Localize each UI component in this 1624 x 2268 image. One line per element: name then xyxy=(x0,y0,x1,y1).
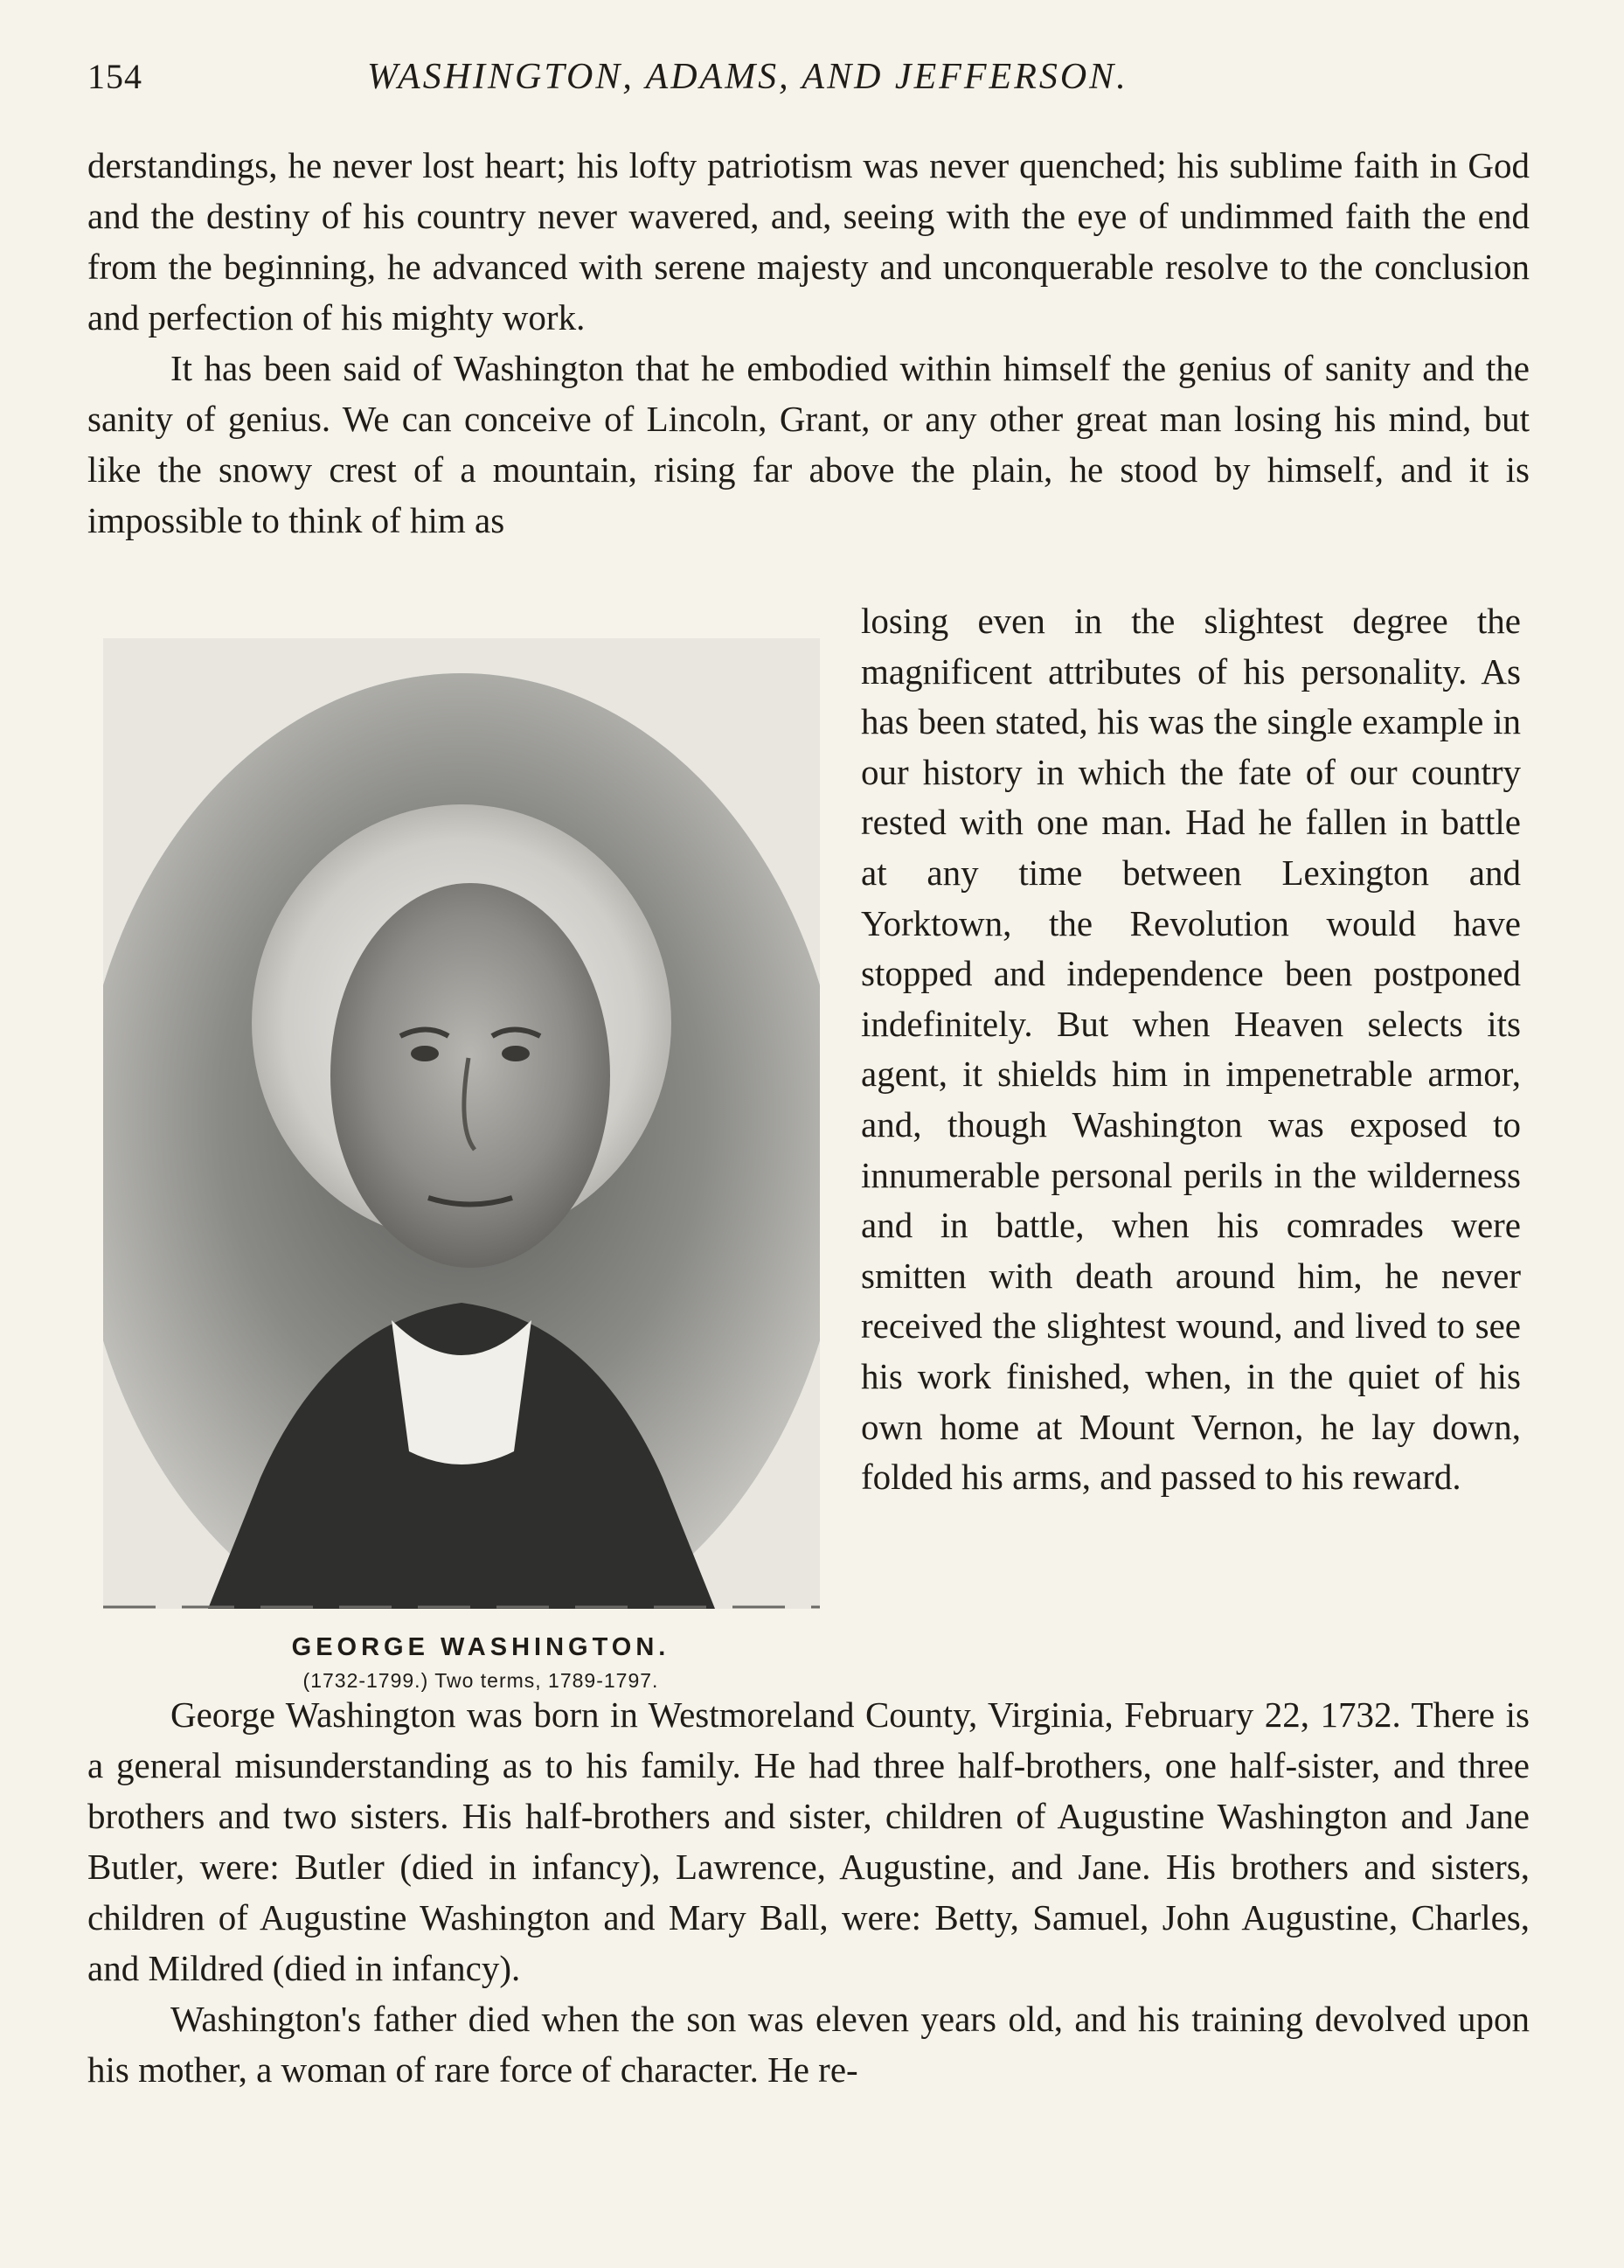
washington-portrait xyxy=(103,638,820,1609)
caption-subtitle: (1732-1799.) Two terms, 1789-1797. xyxy=(302,1669,659,1692)
caption-title: GEORGE WASHINGTON. xyxy=(291,1633,670,1661)
running-head xyxy=(87,56,1519,117)
wrapped-text-column xyxy=(861,596,1521,1503)
opening-paragraph: derstandings, he never lost heart; his lofty patriotism was never quenched; his sublime faith in God and the destiny of his country never wavered, and, seeing with the eye of undimmed faith the end from the beginning, he advanced with serene majesty and unconquerable resolve to the conclusion and perfection of his mighty work. xyxy=(87,145,1530,337)
portrait-caption xyxy=(87,1633,874,1693)
page-number: 154 xyxy=(87,57,142,96)
father-paragraph: Washington's father died when the son was eleven years old, and his training devolved upon his mother, a woman of rare force of character. He re- xyxy=(87,1999,1530,2090)
running-title: WASHINGTON, ADAMS, AND JEFFERSON. xyxy=(367,57,1128,97)
upper-text xyxy=(87,140,1530,546)
portrait-figure xyxy=(103,638,820,1626)
lower-text xyxy=(87,1689,1530,2095)
sanity-paragraph-wrap: losing even in the slightest degree the magnificent attributes of his personality. As has been stated, his was the single example in our history in which the fate of our country rested with one man. Had he fallen in battle at any time between Lexington and Yorktown, the Revolution would have stopped and independence been postponed indefinitely. But when Heaven selects its agent, it shields him in impenetrable armor, and, though Washington was exposed to innumerable personal perils in the wilderness and in battle, when his comrades were smitten with death around him, he never received the slightest wound, and lived to see his work finished, when, in the quiet of his own home at Mount Vernon, he lay down, folded his arms, and passed to his reward. xyxy=(861,601,1521,1498)
sanity-paragraph-lead: It has been said of Washington that he embodied within himself the genius of sanity and the sanity of genius. We can conceive of Lincoln, Grant, or any other great man losing his mind, but like the snowy crest of a mountain, rising far above the plain, he stood by himself, and it is impossible to think of him as xyxy=(87,348,1530,540)
birth-paragraph: George Washington was born in Westmoreland County, Virginia, February 22, 1732. There is a general misunderstanding as to his family. He had three half-brothers, one half-sister, and three brothers and two sisters. His half-brothers and sister, children of Augustine Washington and Jane Butler, were: Butler (died in infancy), Lawrence, Augustine, and Jane. His brothers and sisters, children of Augustine Washington and Mary Ball, were: Betty, Samuel, John Augustine, Charles, and Mildred (died in infancy). xyxy=(87,1694,1530,1988)
